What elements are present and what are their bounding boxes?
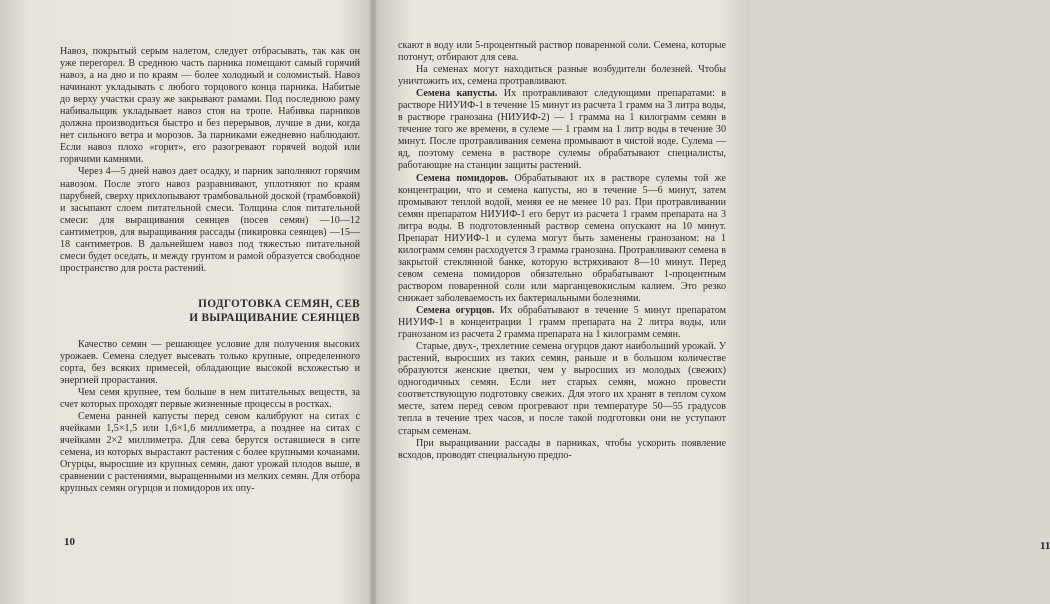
left-text-column [60, 46, 360, 496]
heading-line: ПОДГОТОВКА СЕМЯН, СЕВ [198, 297, 360, 310]
paragraph: Навоз, покрытый серым налетом, следует отбрасывать, так как он уже перегорел. В среднюю часть парника помещают самый горячий навоз, а на дно и по краям — более холодный и соломистый. Навоз начинают укладывать с любого торцового конца парника. Набитые до верху участки сразу же закрывают рамами. Под последнюю раму набивальщик укладывает навоз стоя на тропе. Набивка парников должна производиться быстро и без перерывов, лучше в дни, когда нет сильного ветра и морозов. За парниками ежедневно наблюдают. Если навоз плохо «горит», его разогревают горячей водой или горячими камнями. [60, 46, 360, 166]
subheading: Семена капусты. [416, 88, 498, 100]
page-number: 10 [64, 536, 75, 548]
paragraph-text: Обрабатывают их в растворе сулемы той же концентрации, что и семена капусты, но в течение 5—6 минут, затем промывают теплой водой, меняя ее не менее 10 раз. При протравливании семян препаратом НИУИФ-1 его берут из расчета 1 грамм препарата на 3 литра воды. В подготовленный раствор семена опускают на 10 минут. Препарат НИУИФ-1 и сулема могут быть заменены гранозаном: на 1 килограмм семян расходуется 3 грамма гранозана. Протравливают семена в закрытой стеклянной банке, которую встряхивают 8—10 минут. Перед севом семена помидоров обязательно обрабатывают 1-процентным раствором поваренной соли или марганцевокислым калием. Это резко снижает заболеваемость их бактериальными болезнями. [398, 172, 726, 304]
paragraph: Семена ранней капусты перед севом калибруют на ситах с ячейками 1,5×1,5 или 1,6×1,6 миллиметра, а позднее на ситах с ячейками 2×2 миллиметра. Для сева берутся оставшиеся в сите семена, из которых вырастают растения с более крупными кочанами. Огурцы, выросшие из крупных семян, дают урожай плодов выше, в сравнении с растениями, выращенными из мелких семян. Для отбора крупных семян огурцов и помидоров их опу- [60, 411, 360, 495]
right-text-column [398, 40, 726, 462]
paragraph-tomato [398, 173, 726, 306]
paragraph: скают в воду или 5-процентный раствор поваренной соли. Семена, которые потонут, отбирают для сева. [398, 40, 726, 64]
right-page [376, 0, 1050, 604]
paragraph-text: Их обрабатывают в течение 5 минут препаратом НИУИФ-1 в концентрации 1 грамм препарата на 2 литра воды, или гранозаном из расчета 2 грамма препарата на 1 килограмм семян. [398, 305, 726, 341]
left-page [0, 0, 372, 604]
paragraph: Качество семян — решающее условие для получения высоких урожаев. Семена следует высевать только крупные, определенного сорта, без всяких примесей, обладающие высокой всхожестью и энергией прорастания. [60, 338, 360, 387]
paragraph: На семенах могут находиться разные возбудители болезней. Чтобы уничтожить их, семена протравливают. [398, 64, 726, 88]
paragraph-text: Их протравливают следующими препаратами: в растворе НИУИФ-1 в течение 15 минут из расчета 1 грамм на 3 литра воды, в растворе гранозана (НИУИФ-2) — 1 грамма на 1 килограмм семян в течение того же времени, в сулеме — 1 грамм на 1 литр воды в течение 30 минут. После протравливания семена промывают в чистой воде. Сулема — яд, поэтому семена в растворе сулемы обрабатывают специалисты, работающие на станции защиты растений. [398, 88, 727, 172]
paragraph: При выращивании рассады в парниках, чтобы ускорить появление всходов, проводят специальную предпо- [398, 437, 726, 461]
paragraph: Через 4—5 дней навоз дает осадку, и парник заполняют горячим навозом. После этого навоз разравнивают, уплотняют по краям парубней, сверху прихлопывают трамбовальной доской (трамбовкой) и засыпают слоем питательной смеси. Толщина слоя питательной смеси: для выращивания сеянцев (посев семян) —10—12 сантиметров, для выращивания рассады (пикировка сеянцев) —15—18 сантиметров. В дальнейшем навоз под тяжестью питательной смеси будет оседать, и между грунтом и рамой образуется свободное пространство для роста растений. [60, 166, 360, 274]
heading-line: И ВЫРАЩИВАНИЕ СЕЯНЦЕВ [189, 311, 360, 324]
page-number: 11 [1040, 540, 1050, 552]
paragraph: Чем семя крупнее, тем больше в нем питательных веществ, за счет которых проходят первые жизненные процессы в ростках. [60, 387, 360, 411]
paragraph: Старые, двух-, трехлетние семена огурцов дают наибольший урожай. У растений, выросших из таких семян, раньше и в большом количестве образуются женские цветки, чем у выросших из молодых (свежих) одногодичных семян. Если нет старых семян, можно провести соответствующую подготовку свежих. Для этого их хранят в теплом сухом месте, затем перед севом прогревают при температуре 50—55 градусов тепла в течение трех часов, и после такой подготовки они не уступают старым семенам. [398, 341, 726, 437]
section-heading [60, 297, 360, 325]
paragraph-cabbage [398, 88, 726, 172]
subheading: Семена помидоров. [416, 172, 509, 184]
paragraph-cucumber [398, 305, 726, 341]
subheading: Семена огурцов. [416, 305, 495, 317]
